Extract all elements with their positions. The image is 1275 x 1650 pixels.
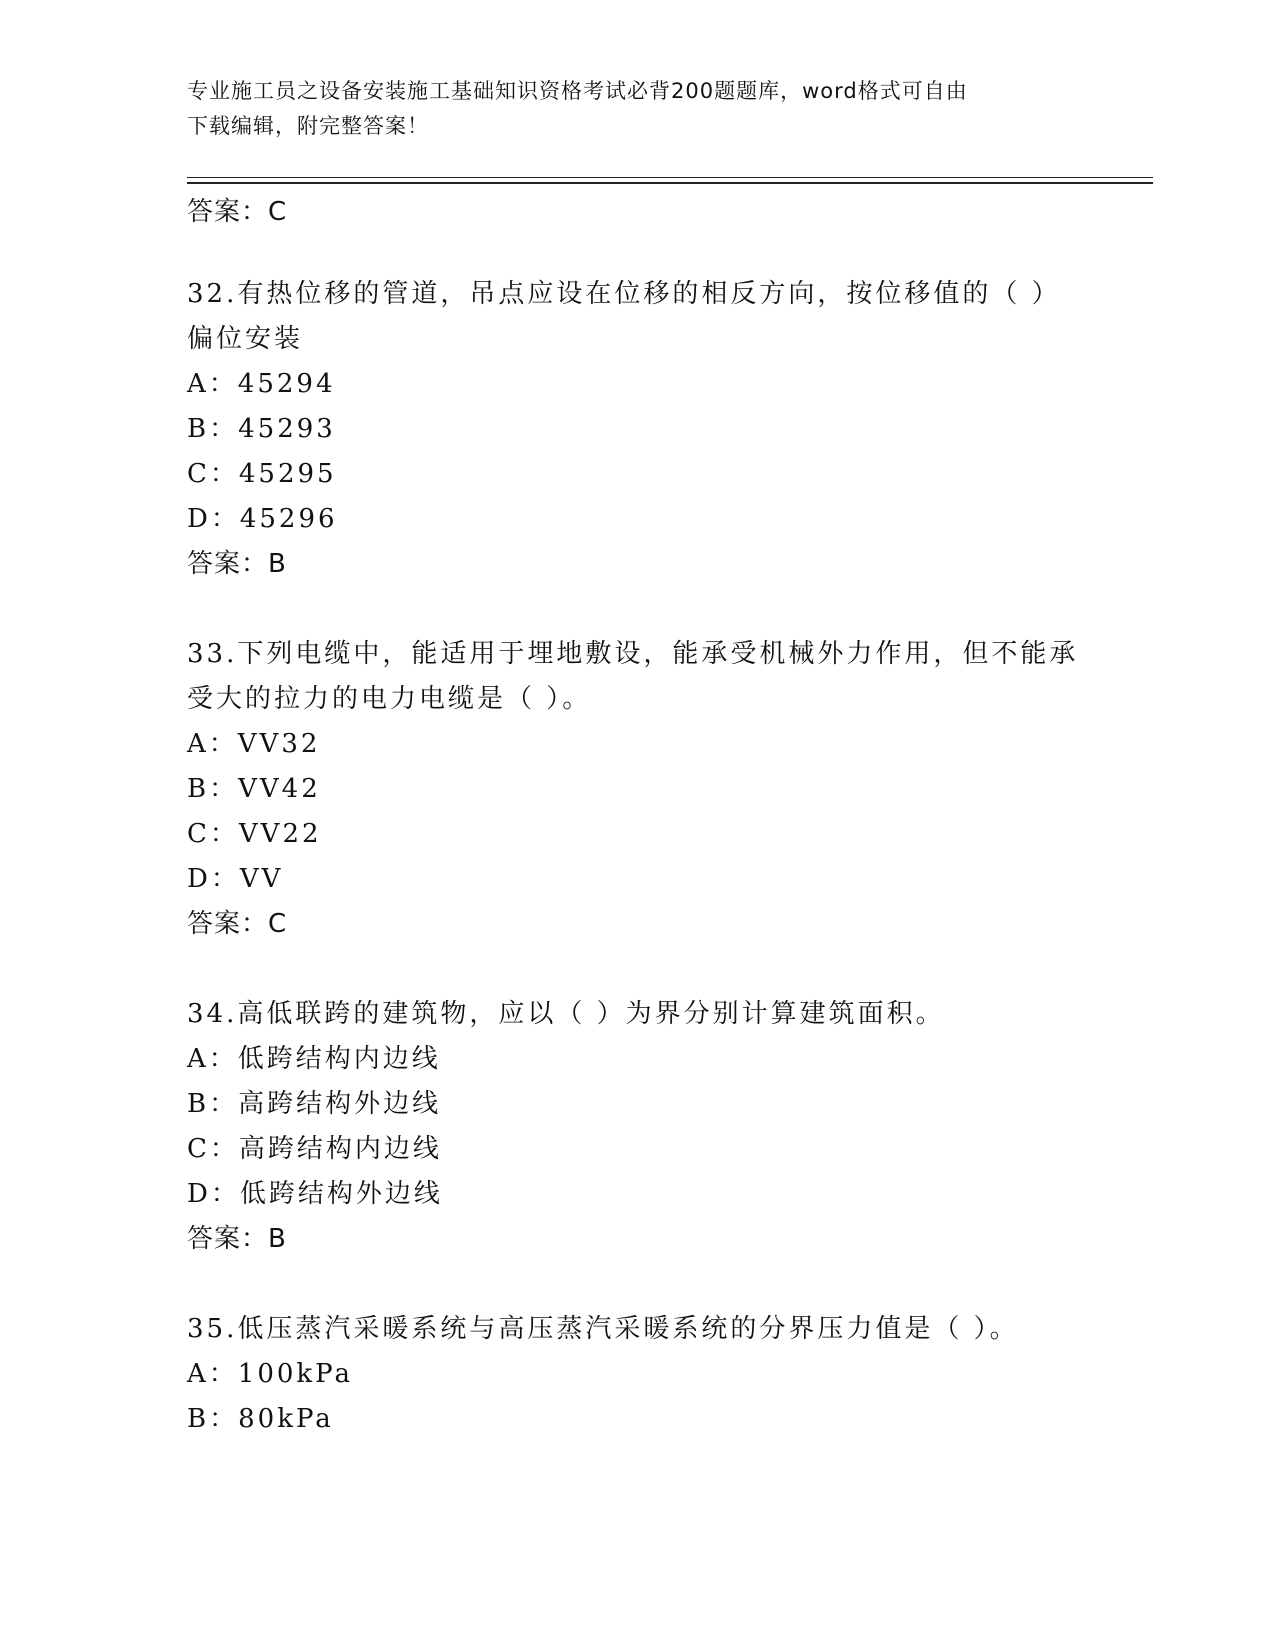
question-33-stem-line-2: 受大的拉力的电力电缆是（ ）。 [187,684,592,714]
header-line-1: 专业施工员之设备安装施工基础知识资格考试必背200题题库，word格式可自由 [187,79,968,103]
question-32-option-d: D：45296 [187,504,338,534]
question-33-option-c: C：VV22 [187,819,322,849]
question-32-answer: 答案：B [187,549,287,579]
question-35-option-a: A：100kPa [187,1359,353,1389]
question-34-option-a: A：低跨结构内边线 [187,1044,441,1074]
header-divider-thin [187,177,1153,178]
question-33-option-a: A：VV32 [187,729,321,759]
answer-previous: 答案：C [187,197,288,227]
question-34-option-c: C：高跨结构内边线 [187,1134,442,1164]
question-35-option-b: B：80kPa [187,1404,334,1434]
question-34-answer: 答案：B [187,1224,287,1254]
question-32-option-b: B：45293 [187,414,336,444]
question-32-stem-line-2: 偏位安装 [187,324,304,354]
header-line-2: 下载编辑，附完整答案！ [187,114,429,138]
question-34-option-b: B：高跨结构外边线 [187,1089,442,1119]
question-33-stem-line-1: 33.下列电缆中，能适用于埋地敷设，能承受机械外力作用，但不能承 [187,639,1079,669]
question-33-option-b: B：VV42 [187,774,321,804]
question-35-stem-line-1: 35.低压蒸汽采暖系统与高压蒸汽采暖系统的分界压力值是（ ）。 [187,1314,1019,1344]
question-32-option-a: A：45294 [187,369,336,399]
question-32-option-c: C：45295 [187,459,337,489]
question-33-option-d: D：VV [187,864,284,894]
header-divider-thick [187,182,1153,184]
question-34-option-d: D：低跨结构外边线 [187,1179,443,1209]
question-33-answer: 答案：C [187,909,288,939]
question-32-stem-line-1: 32.有热位移的管道，吊点应设在位移的相反方向，按位移值的（ ） [187,279,1061,309]
question-34-stem-line-1: 34.高低联跨的建筑物，应以（ ）为界分别计算建筑面积。 [187,999,945,1029]
document-header [187,74,1067,144]
